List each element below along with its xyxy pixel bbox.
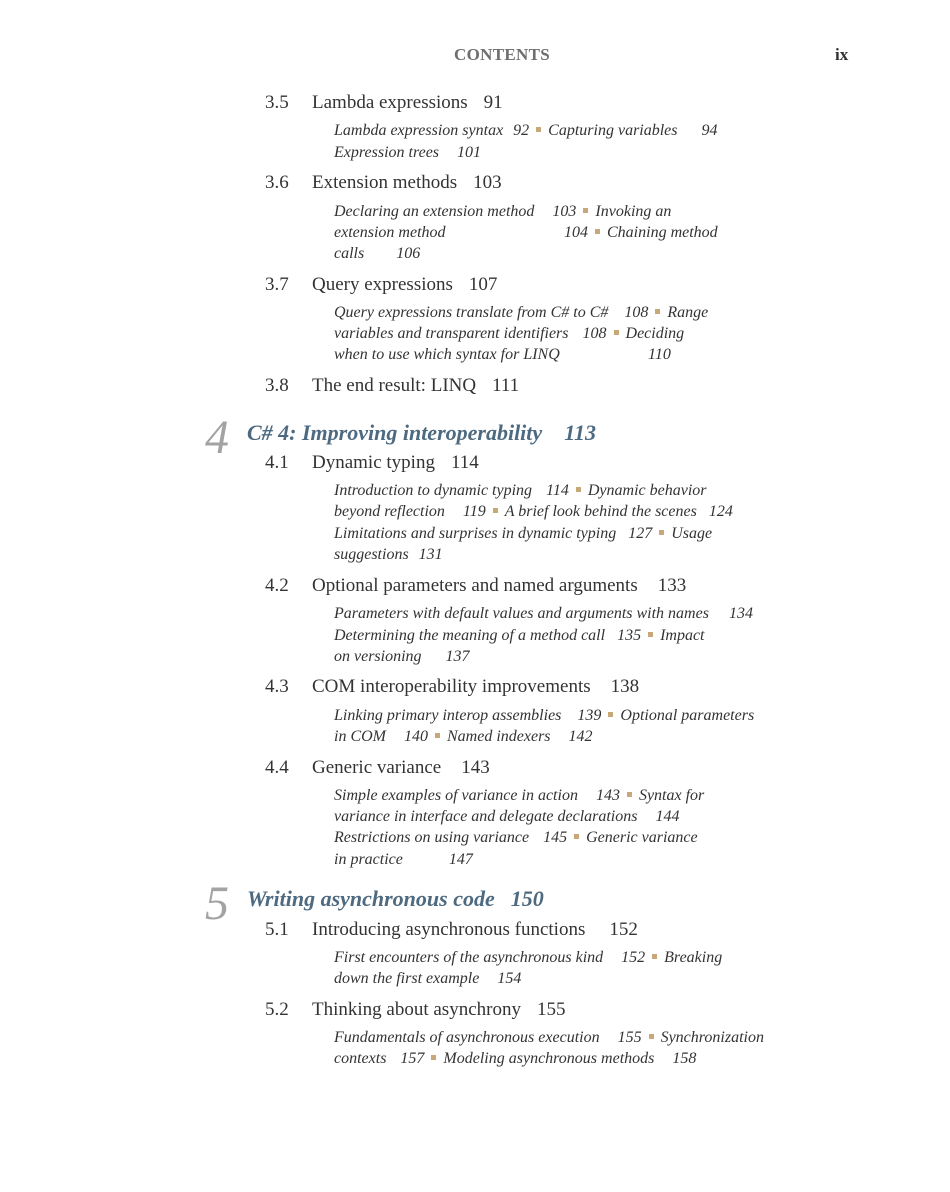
subsection-page: 101 xyxy=(457,144,482,161)
subsection-line xyxy=(334,808,679,826)
subsection-page: 147 xyxy=(448,851,473,868)
section-title-text: Query expressions xyxy=(312,274,453,295)
section-title-text: Optional parameters and named arguments xyxy=(312,575,638,596)
subsection-line xyxy=(334,203,671,221)
section-number: 4.2 xyxy=(265,575,289,596)
subsection-line xyxy=(334,325,684,343)
chapter-title-text: Writing asynchronous code xyxy=(247,886,495,911)
subsection-entry[interactable]: Introduction to dynamic typing xyxy=(334,482,533,499)
subsection-entry[interactable]: Chaining method xyxy=(607,224,718,241)
bullet-icon xyxy=(608,712,613,717)
section-page: 155 xyxy=(536,999,566,1020)
bullet-icon xyxy=(431,1055,436,1060)
subsection-page: 103 xyxy=(552,203,577,220)
subsection-entry[interactable]: variables and transparent identifiers xyxy=(334,325,569,342)
subsection-entry[interactable]: Range xyxy=(667,304,709,321)
subsection-page: 135 xyxy=(617,627,642,644)
chapter-title-5[interactable] xyxy=(247,886,544,912)
subsection-line xyxy=(334,144,481,162)
section-number: 3.5 xyxy=(265,92,289,113)
section-page: 143 xyxy=(461,757,490,778)
subsection-entry[interactable]: Generic variance xyxy=(586,829,698,846)
section-number: 5.1 xyxy=(265,919,289,940)
subsection-line xyxy=(334,728,593,746)
bullet-icon xyxy=(583,208,588,213)
section-title-3-7[interactable] xyxy=(312,274,497,296)
section-number: 4.3 xyxy=(265,676,289,697)
chapter-title-text: C# 4: Improving interoperability xyxy=(247,420,543,445)
subsection-line xyxy=(334,304,708,322)
subsection-entry[interactable]: in COM xyxy=(334,728,386,745)
subsection-page: 114 xyxy=(546,482,569,499)
subsection-line xyxy=(334,346,560,364)
chapter-title-4[interactable] xyxy=(247,420,596,446)
subsection-line xyxy=(564,224,718,242)
section-number: 3.8 xyxy=(265,375,289,396)
section-title-text: Extension methods xyxy=(312,172,458,193)
subsection-entry[interactable]: Parameters with default values and arguments with names xyxy=(334,605,709,622)
subsection-page: 158 xyxy=(672,1050,697,1067)
section-page: 152 xyxy=(609,919,638,940)
subsection-line xyxy=(334,627,705,645)
bullet-icon xyxy=(659,530,664,535)
subsection-entry[interactable]: Restrictions on using variance xyxy=(334,829,530,846)
subsection-page: 131 xyxy=(418,546,443,563)
section-title-3-8[interactable] xyxy=(312,375,519,397)
section-number: 5.2 xyxy=(265,999,289,1020)
subsection-page: 157 xyxy=(400,1050,425,1067)
subsection-page: 134 xyxy=(728,605,753,622)
bullet-icon xyxy=(435,733,440,738)
bullet-icon xyxy=(595,229,600,234)
subsection-line xyxy=(334,546,443,564)
section-title-text: Dynamic typing xyxy=(312,452,435,473)
subsection-page: 139 xyxy=(577,707,602,724)
subsection-line xyxy=(334,707,754,725)
section-title-4-3[interactable] xyxy=(312,676,639,698)
running-head: CONTENTS xyxy=(454,45,550,64)
subsection-entry[interactable]: Modeling asynchronous methods xyxy=(443,1050,655,1067)
subsection-page: 108 xyxy=(624,304,649,321)
subsection-entry[interactable]: beyond reflection xyxy=(334,503,445,520)
subsection-line xyxy=(334,1029,764,1047)
bullet-icon xyxy=(655,309,660,314)
section-number: 4.1 xyxy=(265,452,289,473)
subsection-entry[interactable]: Breaking xyxy=(664,949,723,966)
subsection-entry[interactable]: contexts xyxy=(334,1050,387,1067)
subsection-page: 108 xyxy=(582,325,607,342)
section-title-text: The end result: LINQ xyxy=(312,375,477,396)
subsection-line xyxy=(334,970,521,988)
section-page: 107 xyxy=(468,274,498,295)
subsection-page: 155 xyxy=(617,1029,642,1046)
chapter-number: 4 xyxy=(205,411,229,464)
chapter-page: 150 xyxy=(510,886,544,911)
section-title-text: Introducing asynchronous functions xyxy=(312,919,586,940)
subsection-entry[interactable]: on versioning xyxy=(334,648,422,665)
subsection-entry[interactable]: Expression trees xyxy=(334,144,440,161)
section-number: 3.6 xyxy=(265,172,289,193)
bullet-icon xyxy=(652,954,657,959)
subsection-entry[interactable]: Deciding xyxy=(625,325,685,342)
subsection-line xyxy=(334,949,722,967)
subsection-line xyxy=(334,245,420,263)
subsection-entry[interactable]: Impact xyxy=(660,627,705,644)
subsection-entry[interactable]: Optional parameters xyxy=(620,707,755,724)
section-title-text: COM interoperability improvements xyxy=(312,676,591,697)
subsection-entry[interactable]: suggestions xyxy=(334,546,409,563)
subsection-entry[interactable]: Determining the meaning of a method call xyxy=(334,627,606,644)
subsection-line xyxy=(334,787,704,805)
subsection-entry[interactable]: Syntax for xyxy=(638,787,705,804)
bullet-icon xyxy=(536,127,541,132)
subsection-entry[interactable]: Capturing variables xyxy=(548,122,678,139)
subsection-entry[interactable]: Usage xyxy=(671,525,713,542)
subsection-line xyxy=(334,648,470,666)
subsection-line xyxy=(334,1050,696,1068)
subsection-line xyxy=(334,829,698,847)
subsection-line xyxy=(334,482,707,500)
section-title-text: Generic variance xyxy=(312,757,442,778)
subsection-entry[interactable]: Dynamic behavior xyxy=(587,482,707,499)
bullet-icon xyxy=(576,487,581,492)
subsection-page: 142 xyxy=(568,728,593,745)
subsection-entry[interactable]: Invoking an xyxy=(595,203,672,220)
section-number: 4.4 xyxy=(265,757,289,778)
subsection-entry[interactable]: variance in interface and delegate declarations xyxy=(334,808,638,825)
subsection-entry[interactable]: Named indexers xyxy=(447,728,551,745)
section-title-4-2[interactable] xyxy=(312,575,686,597)
subsection-entry[interactable]: Lambda expression syntax xyxy=(334,122,504,139)
subsection-line xyxy=(334,605,753,623)
section-page: 133 xyxy=(657,575,687,596)
subsection-line xyxy=(334,525,712,543)
subsection-page: 104 xyxy=(564,224,588,241)
subsection-entry[interactable]: Synchronization xyxy=(660,1029,764,1046)
bullet-icon xyxy=(574,834,579,839)
section-title-text: Thinking about asynchrony xyxy=(312,999,521,1020)
section-page: 114 xyxy=(450,452,479,473)
subsection-page: 152 xyxy=(621,949,646,966)
bullet-icon xyxy=(614,330,619,335)
subsection-entry[interactable]: when to use which syntax for LINQ xyxy=(334,346,560,363)
subsection-page: 124 xyxy=(708,503,733,520)
subsection-page: 143 xyxy=(595,787,620,804)
section-title-5-1[interactable] xyxy=(312,919,638,941)
subsection-page: 92 xyxy=(513,122,530,139)
subsection-line xyxy=(334,224,446,242)
section-title-4-1[interactable] xyxy=(312,452,479,474)
subsection-page: 110 xyxy=(648,346,671,363)
subsection-page: 145 xyxy=(543,829,568,846)
subsection-line xyxy=(334,122,718,140)
subsection-line xyxy=(334,851,473,869)
subsection-entry[interactable]: Linking primary interop assemblies xyxy=(334,707,562,724)
subsection-entry[interactable]: A brief look behind the scenes xyxy=(504,503,697,520)
subsection-entry[interactable]: down the first example xyxy=(334,970,480,987)
subsection-entry[interactable]: extension method xyxy=(334,224,446,241)
subsection-entry[interactable]: in practice xyxy=(334,851,403,868)
bullet-icon xyxy=(493,508,498,513)
bullet-icon xyxy=(627,792,632,797)
subsection-entry[interactable]: Limitations and surprises in dynamic typing xyxy=(334,525,617,542)
section-page: 91 xyxy=(483,92,503,113)
subsection-entry[interactable]: Fundamentals of asynchronous execution xyxy=(334,1029,600,1046)
subsection-page: 154 xyxy=(497,970,522,987)
section-page: 138 xyxy=(610,676,640,697)
bullet-icon xyxy=(649,1034,654,1039)
subsection-entry[interactable]: First encounters of the asynchronous kind xyxy=(334,949,604,966)
section-title-5-2[interactable] xyxy=(312,999,565,1021)
chapter-number: 5 xyxy=(205,877,229,930)
section-page: 111 xyxy=(492,375,520,396)
subsection-page: 137 xyxy=(445,648,470,665)
section-page: 103 xyxy=(473,172,502,193)
subsection-entry[interactable]: calls xyxy=(334,245,365,262)
subsection-page: 140 xyxy=(404,728,428,745)
page-number: ix xyxy=(835,45,849,64)
section-title-text: Lambda expressions xyxy=(312,92,468,113)
subsection-page: 94 xyxy=(701,122,718,139)
subsection-entry[interactable]: Query expressions translate from C# to C# xyxy=(334,304,609,321)
section-title-3-6[interactable] xyxy=(312,172,502,194)
subsection-entry[interactable]: Declaring an extension method xyxy=(334,203,535,220)
subsection-page: 127 xyxy=(628,525,653,542)
subsection-entry[interactable]: Simple examples of variance in action xyxy=(334,787,578,804)
bullet-icon xyxy=(648,632,653,637)
section-title-4-4[interactable] xyxy=(312,757,490,779)
subsection-page: 119 xyxy=(462,503,486,520)
chapter-page: 113 xyxy=(564,420,596,445)
section-number: 3.7 xyxy=(265,274,289,295)
subsection-page: 106 xyxy=(396,245,421,262)
subsection-line xyxy=(334,503,733,521)
section-title-3-5[interactable] xyxy=(312,92,503,114)
subsection-page: 144 xyxy=(655,808,680,825)
